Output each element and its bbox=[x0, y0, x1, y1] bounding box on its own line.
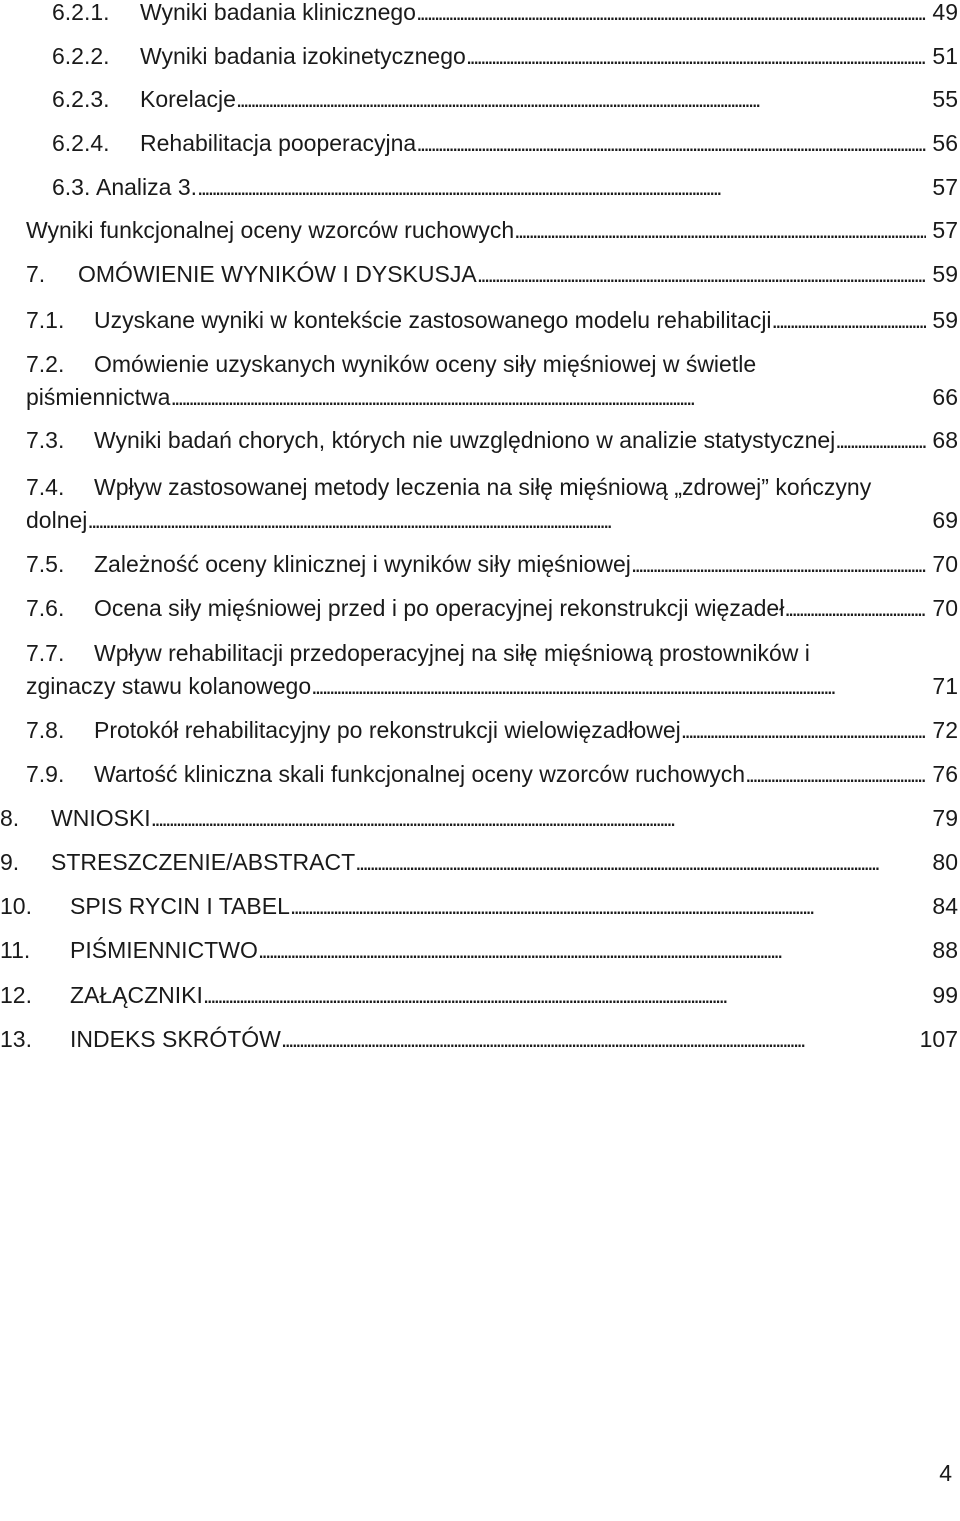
toc-entry bbox=[0, 549, 960, 579]
dot-leader bbox=[170, 382, 926, 412]
toc-entry-page: 79 bbox=[932, 805, 958, 831]
toc-entry bbox=[0, 980, 960, 1010]
dot-leader bbox=[236, 84, 927, 114]
toc-entry-number: 12. bbox=[0, 982, 32, 1008]
toc-entry bbox=[0, 425, 960, 455]
dot-leader bbox=[466, 41, 927, 71]
toc-entry bbox=[0, 803, 960, 833]
toc-entry-page: 59 bbox=[932, 307, 958, 333]
toc-entry-title: Korelacje bbox=[140, 86, 236, 112]
dot-leader bbox=[355, 847, 926, 877]
toc-entry bbox=[0, 715, 960, 745]
toc-entry-title: Wyniki badania izokinetycznego bbox=[140, 43, 466, 69]
toc-entry-number: 7.5. bbox=[26, 551, 65, 577]
toc-entry-page: 57 bbox=[932, 174, 958, 200]
dot-leader bbox=[681, 715, 927, 745]
toc-entry-continuation bbox=[0, 505, 960, 535]
toc-entry bbox=[0, 41, 960, 71]
toc-entry bbox=[0, 759, 960, 789]
dot-leader bbox=[197, 172, 926, 202]
toc-entry-number: 11. bbox=[0, 937, 31, 963]
toc-entry-page: 76 bbox=[932, 761, 958, 787]
toc-entry-page: 56 bbox=[932, 130, 958, 156]
dot-leader bbox=[514, 215, 926, 245]
toc-entry-title: OMÓWIENIE WYNIKÓW I DYSKUSJA bbox=[78, 261, 477, 287]
toc-entry-title-continued: dolnej bbox=[26, 507, 88, 533]
dot-leader bbox=[784, 593, 926, 623]
toc-entry-page: 59 bbox=[932, 261, 958, 287]
toc-entry bbox=[0, 847, 960, 877]
toc-entry-title-continued: piśmiennictwa bbox=[26, 384, 171, 410]
dot-leader bbox=[745, 759, 926, 789]
toc-entry bbox=[0, 305, 960, 335]
toc-entry bbox=[0, 1024, 960, 1054]
dot-leader bbox=[151, 803, 927, 833]
toc-entry bbox=[0, 349, 960, 379]
dot-leader bbox=[477, 259, 927, 289]
toc-entry-title: Ocena siły mięśniowej przed i po operacyjnej rekonstrukcji więzadeł bbox=[94, 595, 785, 621]
toc-entry bbox=[0, 935, 960, 965]
dot-leader bbox=[631, 549, 927, 579]
toc-entry-title: STRESZCZENIE/ABSTRACT bbox=[51, 849, 356, 875]
dot-leader bbox=[416, 128, 926, 158]
toc-entry-page: 51 bbox=[932, 43, 958, 69]
toc-entry-title: ZAŁĄCZNIKI bbox=[70, 982, 203, 1008]
toc-entry bbox=[0, 0, 960, 27]
toc-entry-number: 7.9. bbox=[26, 761, 65, 787]
toc-entry-title: WNIOSKI bbox=[51, 805, 151, 831]
toc-entry bbox=[0, 472, 960, 502]
toc-entry-page: 70 bbox=[932, 595, 958, 621]
toc-entry-title: Wpływ rehabilitacji przedoperacyjnej na siłę mięśniową prostowników i bbox=[94, 640, 810, 666]
dot-leader bbox=[311, 671, 926, 701]
toc-entry-title: SPIS RYCIN I TABEL bbox=[70, 893, 290, 919]
toc-entry-number: 6.2.4. bbox=[52, 130, 110, 156]
toc-entry bbox=[0, 215, 960, 245]
toc-entry-page: 88 bbox=[932, 937, 958, 963]
toc-entry-title: Wartość kliniczna skali funkcjonalnej oceny wzorców ruchowych bbox=[94, 761, 746, 787]
toc-entry-page: 84 bbox=[932, 893, 958, 919]
toc-entry-number: 7.1. bbox=[26, 307, 65, 333]
toc-entry-number: 8. bbox=[0, 805, 20, 831]
dot-leader bbox=[203, 980, 926, 1010]
toc-entry-title: Wyniki badań chorych, których nie uwzględniono w analizie statystycznej bbox=[94, 427, 836, 453]
toc-entry-title: Protokół rehabilitacyjny po rekonstrukcji wielowięzadłowej bbox=[94, 717, 681, 743]
toc-entry-number: 7.6. bbox=[26, 595, 65, 621]
toc-entry-number: 7.4. bbox=[26, 474, 65, 500]
dot-leader bbox=[258, 935, 927, 965]
toc-entry-number: 7.7. bbox=[26, 640, 65, 666]
toc-entry-number: 7.2. bbox=[26, 351, 65, 377]
toc-entry-number: 13. bbox=[0, 1026, 32, 1052]
toc-entry-page: 99 bbox=[932, 982, 958, 1008]
toc-entry-title: Wpływ zastosowanej metody leczenia na siłę mięśniową „zdrowej” kończyny bbox=[94, 474, 872, 500]
toc-entry-title: Omówienie uzyskanych wyników oceny siły mięśniowej w świetle bbox=[94, 351, 757, 377]
toc-entry-page: 49 bbox=[932, 0, 958, 25]
dot-leader bbox=[835, 425, 926, 455]
toc-entry bbox=[0, 172, 960, 202]
toc-entry-page: 55 bbox=[932, 86, 958, 112]
toc-entry-number: 10. bbox=[0, 893, 32, 919]
toc-entry bbox=[0, 891, 960, 921]
toc-entry-number: 6.3. bbox=[52, 174, 91, 200]
toc-entry bbox=[0, 84, 960, 114]
toc-entry-page: 70 bbox=[932, 551, 958, 577]
dot-leader bbox=[416, 0, 926, 27]
toc-entry-number: 6.2.3. bbox=[52, 86, 110, 112]
toc-entry-page: 57 bbox=[932, 217, 958, 243]
toc-entry-number: 7. bbox=[26, 261, 46, 287]
dot-leader bbox=[772, 305, 927, 335]
toc-entry bbox=[0, 638, 960, 668]
toc-entry-number: 6.2.2. bbox=[52, 43, 110, 69]
toc-entry-title: Zależność oceny klinicznej i wyników siły mięśniowej bbox=[94, 551, 631, 577]
dot-leader bbox=[281, 1024, 914, 1054]
toc-entry-title: Wyniki badania klinicznego bbox=[140, 0, 416, 25]
toc-entry-continuation bbox=[0, 671, 960, 701]
toc-entry-continuation bbox=[0, 382, 960, 412]
toc-entry-title: Analiza 3. bbox=[96, 174, 198, 200]
toc-entry-page: 72 bbox=[932, 717, 958, 743]
toc-entry-page: 80 bbox=[932, 849, 958, 875]
toc-entry-page: 66 bbox=[932, 384, 958, 410]
toc-entry-title-continued: zginaczy stawu kolanowego bbox=[26, 673, 312, 699]
toc-entry bbox=[0, 259, 960, 289]
toc-entry-page: 71 bbox=[932, 673, 958, 699]
toc-entry-number: 9. bbox=[0, 849, 20, 875]
toc-entry bbox=[0, 593, 960, 623]
toc-entry-title: INDEKS SKRÓTÓW bbox=[70, 1026, 281, 1052]
toc-entry-title: Rehabilitacja pooperacyjna bbox=[140, 130, 417, 156]
toc-entry-page: 68 bbox=[932, 427, 958, 453]
toc-entry-page: 69 bbox=[932, 507, 958, 533]
toc-entry-title: Wyniki funkcjonalnej oceny wzorców ruchowych bbox=[26, 217, 515, 243]
toc-entry-number: 7.3. bbox=[26, 427, 65, 453]
dot-leader bbox=[87, 505, 926, 535]
toc-entry-title: PIŚMIENNICTWO bbox=[70, 937, 258, 963]
toc-entry bbox=[0, 128, 960, 158]
dot-leader bbox=[290, 891, 927, 921]
page-number: 4 bbox=[939, 1460, 952, 1486]
toc-entry-page: 107 bbox=[919, 1026, 958, 1052]
toc-entry-number: 6.2.1. bbox=[52, 0, 110, 25]
toc-entry-title: Uzyskane wyniki w kontekście zastosowanego modelu rehabilitacji bbox=[94, 307, 772, 333]
toc-entry-number: 7.8. bbox=[26, 717, 65, 743]
